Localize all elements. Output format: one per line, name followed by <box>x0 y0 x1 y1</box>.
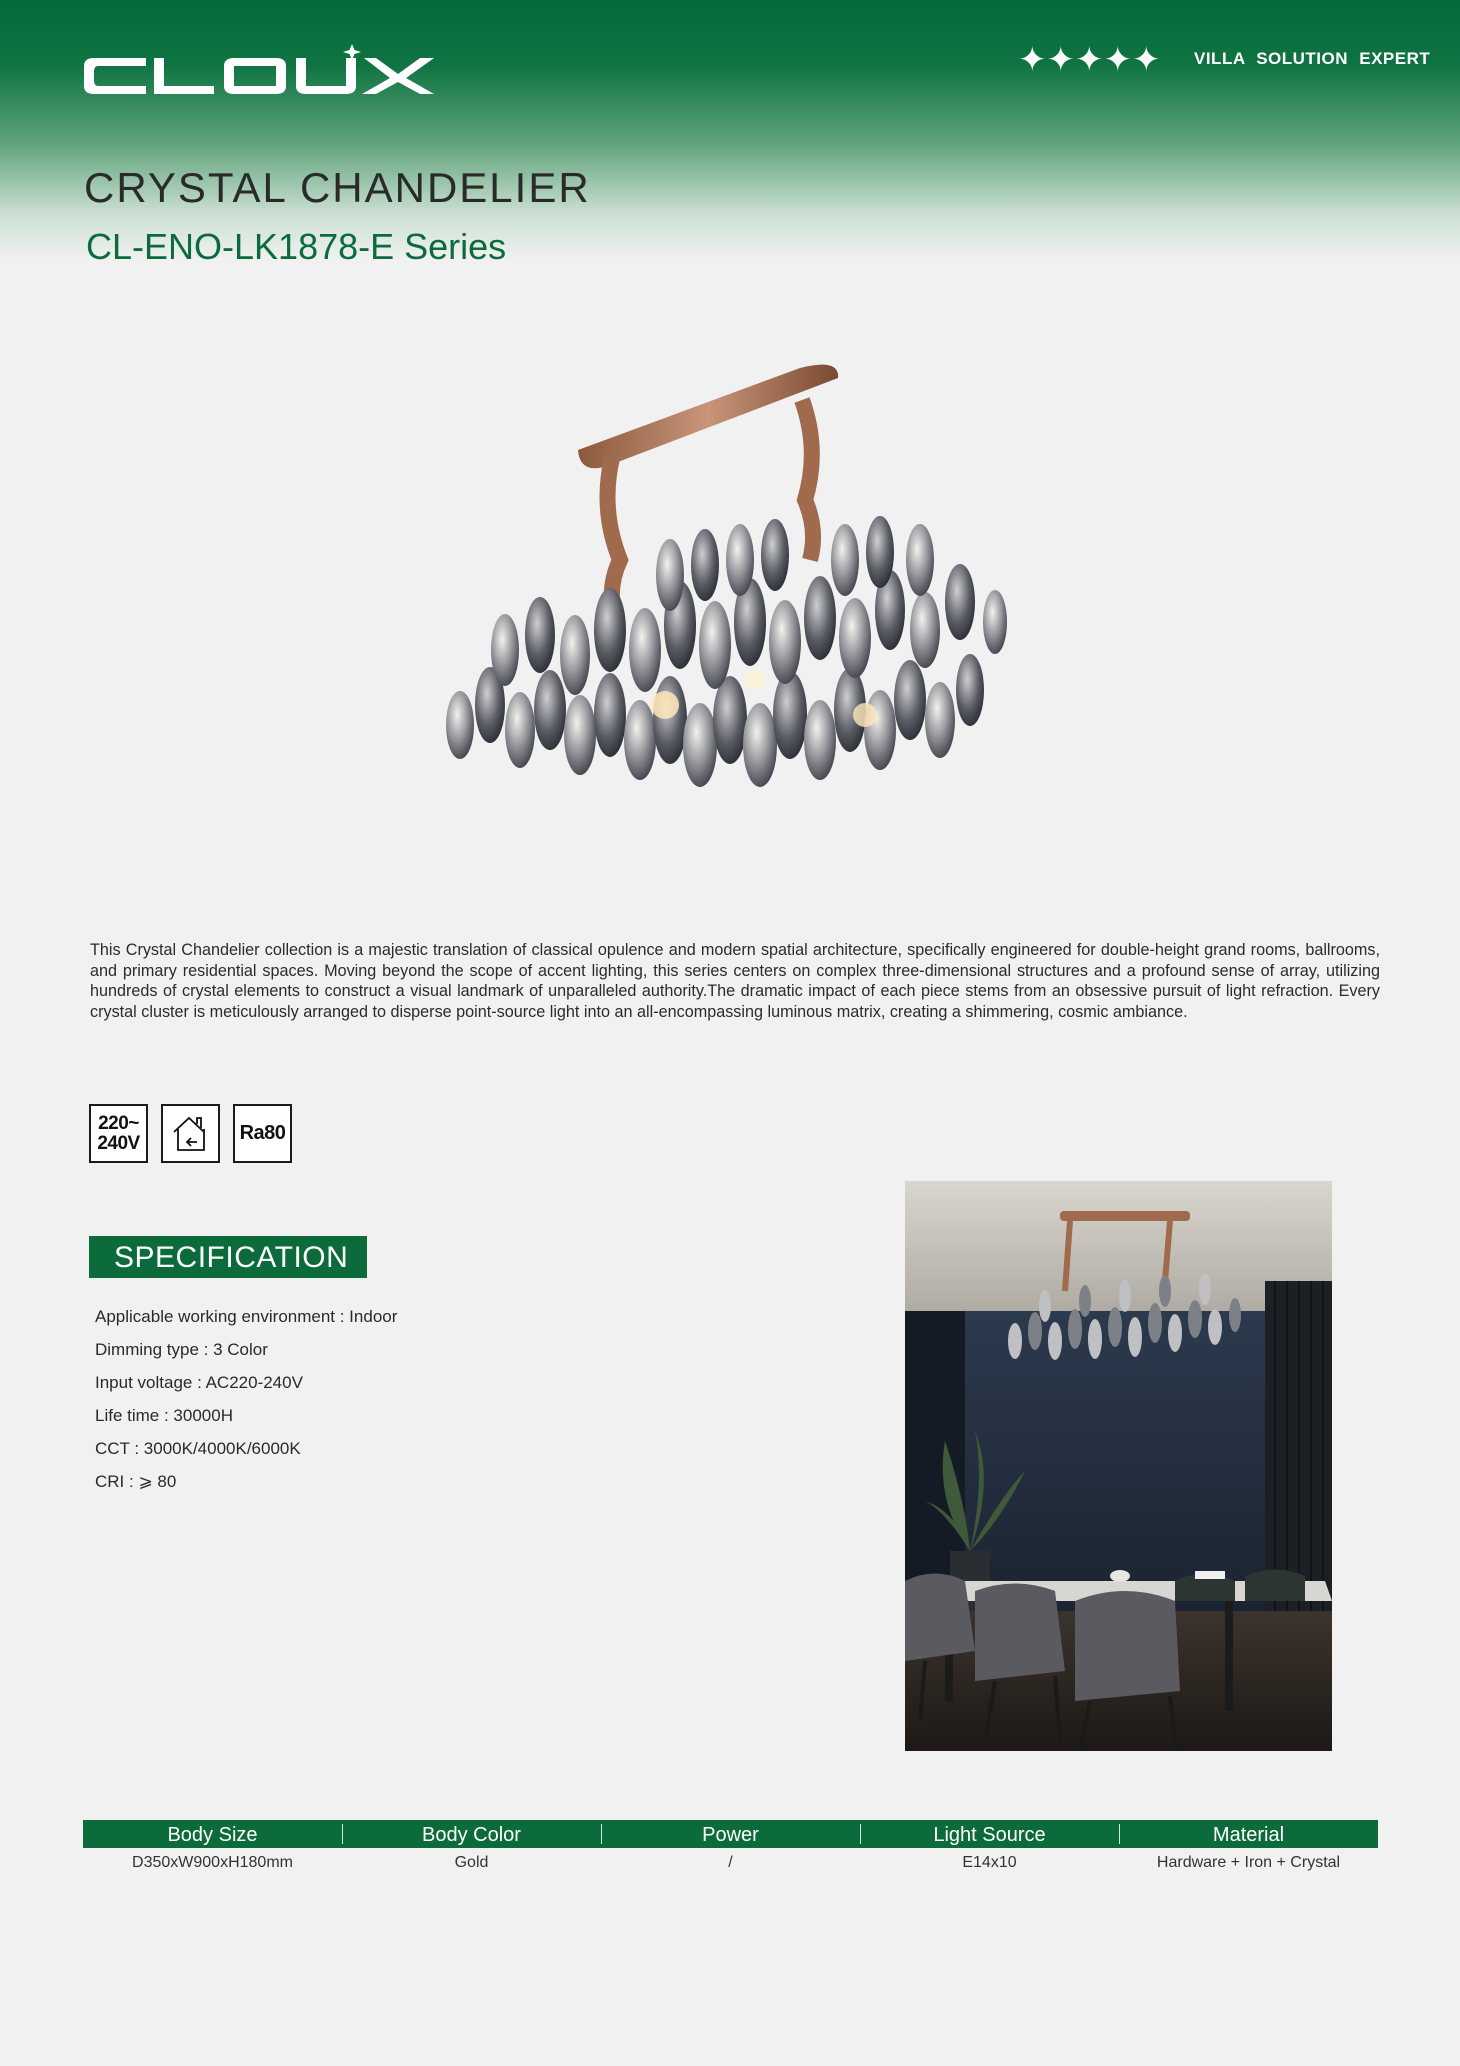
specification-heading: SPECIFICATION <box>89 1236 367 1278</box>
cell-material: Hardware + Iron + Crystal <box>1156 1854 1341 1871</box>
column-header-body-size: Body Size <box>167 1824 258 1846</box>
spec-input-voltage: Input voltage : AC220-240V <box>95 1373 303 1392</box>
voltage-badge <box>89 1104 148 1163</box>
series-name: CL-ENO-LK1878-E Series <box>86 226 507 267</box>
cloux-logo <box>84 44 436 104</box>
table-row <box>83 1848 1378 1878</box>
page-title: CRYSTAL CHANDELIER <box>84 164 591 211</box>
spec-cct: CCT : 3000K/4000K/6000K <box>95 1439 301 1458</box>
header-band <box>0 0 1460 260</box>
dining-room-scene-image <box>905 1181 1332 1751</box>
chandelier-product-image <box>420 360 1040 850</box>
cell-body-size: D350xW900xH180mm <box>132 1854 293 1871</box>
tagline: VILLA SOLUTION EXPERT <box>1194 49 1431 68</box>
cri-badge: Ra80 <box>233 1104 292 1163</box>
cell-power: / <box>728 1854 733 1871</box>
voltage-badge-line1: 220~ <box>98 1112 139 1134</box>
spec-lifetime: Life time : 30000H <box>95 1406 233 1425</box>
column-header-power: Power <box>601 1820 860 1848</box>
cell-body-color: Gold <box>454 1854 489 1871</box>
indoor-house-icon <box>161 1104 220 1163</box>
specification-list <box>95 1300 397 1498</box>
column-header-body-color: Body Color <box>342 1820 601 1848</box>
cell-light-source: E14x10 <box>962 1854 1017 1871</box>
voltage-badge-line2: 240V <box>97 1132 140 1154</box>
rating-stars-icon: ✦✦✦✦✦ <box>1018 40 1161 80</box>
product-spec-table <box>83 1820 1378 1878</box>
table-header-row <box>83 1820 1378 1848</box>
product-description: This Crystal Chandelier collection is a majestic translation of classical opulence and modern spatial architecture, specifically engineered for double-height grand rooms, ballrooms, and primary residential spaces. Moving beyond the scope of accent lighting, this series centers on complex three-dimensional structures and a profound sense of array, utilizing hundreds of crystal elements to construct a visual landmark of unparalleled authority.The dramatic impact of each piece stems from an obsessive pursuit of light refraction. Every crystal cluster is meticulously arranged to disperse point-source light into an all-encompassing luminous matrix, creating a shimmering, cosmic ambiance. <box>90 941 1380 1021</box>
feature-badges <box>89 1104 292 1163</box>
column-header-light-source: Light Source <box>860 1820 1119 1848</box>
spec-dimming: Dimming type : 3 Color <box>95 1340 268 1359</box>
column-header-material: Material <box>1119 1820 1378 1848</box>
spec-cri: CRI : ⩾ 80 <box>95 1472 177 1491</box>
spec-environment: Applicable working environment : Indoor <box>95 1307 398 1326</box>
